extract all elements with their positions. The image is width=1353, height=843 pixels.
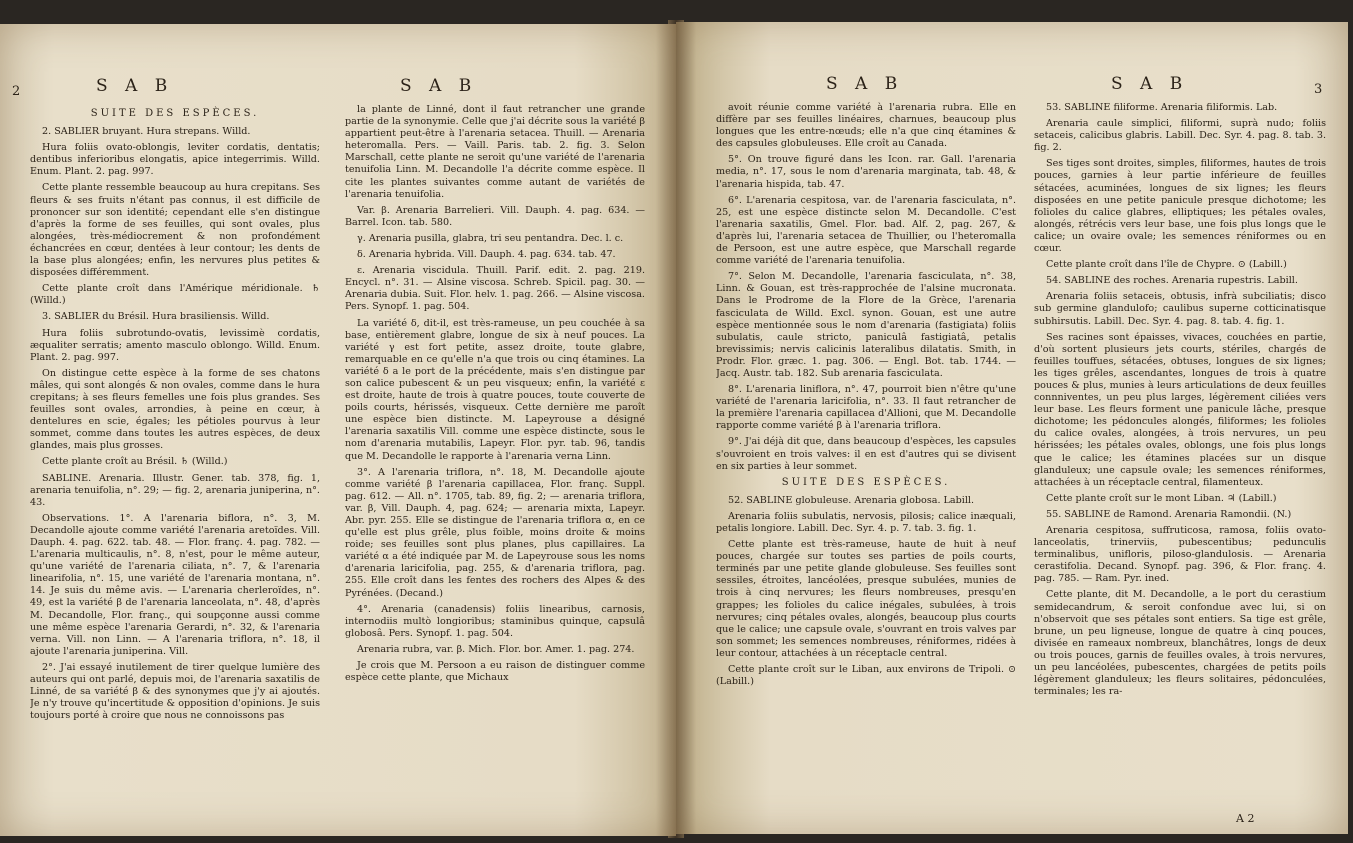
left-column-1: [30, 104, 320, 836]
running-head-left: S A B: [96, 76, 174, 96]
paragraph: Cette plante croît dans l'île de Chypre. ⊙ (Labill.): [1046, 259, 1287, 271]
paragraph: Hura foliis subrotundo-ovatis, levissimè cordatis, æqualiter serratis; amento masculo oblongo. Willd. Enum. Plant. 2. pag. 997.: [30, 327, 320, 363]
paragraph: 5°. On trouve figuré dans les Icon. rar. Gall. l'arenaria media, n°. 17, sous le nom d'arenaria marginata, tab. 48, & l'arenaria hispida, tab. 47.: [716, 154, 1016, 190]
paragraph: avoit réunie comme variété à l'arenaria rubra. Elle en diffère par ses feuilles linéaires, charnues, beaucoup plus longues que les entre-nœuds; elle n'a que cinq étamines & des capsules globuleuses. Elle croît au Canada.: [716, 102, 1016, 150]
paragraph: Cette plante croît au Brésil. ♄ (Willd.): [42, 456, 228, 468]
left-page: [0, 24, 676, 836]
page-number: 3: [1314, 82, 1323, 97]
paragraph: Ses tiges sont droites, simples, filiformes, hautes de trois pouces, garnies à leur partie inférieure de feuilles sétacées, acuminées, longues de six lignes; les fleurs disposées en une petite panicule presque dichotome; les folioles du calice glabres, elliptiques; les pétales ovales, alongés, rétrécis vers leur base, une fois plus longs que le calice; un ovaire ovale; les semences réniformes ou en cœur.: [1034, 158, 1326, 255]
paragraph: Cette plante, dit M. Decandolle, a le port du cerastium semidecandrum, & seroit confondue avec lui, si on n'observoit que ses pétales sont entiers. Sa tige est grêle, brune, un peu ligneuse, longue de quatre à cinq pouces, divisée en rameaux nombreux, blanchâtres, longs de deux ou trois pouces, garnis de feuilles ovales, à trois nervures, un peu lancéolées, pubescentes, chargées de petits poils légèrement glanduleux; les fleurs solitaires, pédonculées, terminales; les ra-: [1034, 589, 1326, 698]
paragraph: Arenaria foliis subulatis, nervosis, pilosis; calice inæquali, petalis longiore. Labill. Dec. Syr. 4. p. 7. tab. 3. fig. 1.: [716, 510, 1016, 534]
paragraph: 54. SABLINE des roches. Arenaria rupestris. Labill.: [1046, 275, 1298, 287]
paragraph: 4°. Arenaria (canadensis) foliis linearibus, carnosis, internodiis multò longioribus; staminibus quinque, capsulâ globosâ. Pers. Synopf. 1. pag. 504.: [345, 603, 645, 639]
right-column-2: [1034, 102, 1326, 834]
paragraph: 3°. A l'arenaria triflora, n°. 18, M. Decandolle ajoute comme variété β l'arenaria capillacea, Flor. franç. Suppl. pag. 612. — All. n°. 1705, tab. 89, fig. 2; — arenaria triflora, var. β, Vill. Dauph. 4, pag. 624; — arenaria mixta, Lapeyr. Abr. pyr. 255. Elle se distingue de l'arenaria triflora α, en ce qu'elle est plus grêle, plus foible, moins droite & moins roide; ses feuilles sont plus planes, plus capillaires. La variété α a été indiquée par M. de Lapeyrouse sous les noms d'arenaria laricifolia, pag. 255, & d'arenaria triflora, pag. 255. Elle croît dans les fentes des rochers des Alpes & des Pyrénées. (Decand.): [345, 466, 645, 599]
signature-mark: A 2: [1236, 812, 1255, 825]
paragraph: Var. β. Arenaria Barrelieri. Vill. Dauph. 4. pag. 634. — Barrel. Icon. tab. 580.: [345, 204, 645, 228]
paragraph: Cette plante ressemble beaucoup au hura crepitans. Ses fleurs & ses fruits n'étant pas connus, il est difficile de prononcer sur son identité; cependant elle s'en distingue d'après la forme de ses feuilles, qui sont ovales, plus alongées, très-médiocrement & non profondément échancrées en cœur, dentées à leur contour; les dents de la base plus alongées; enfin, les nervures plus petites & disposées différemment.: [30, 182, 320, 279]
section-heading: SUITE DES ESPÈCES.: [90, 108, 260, 119]
paragraph: 3. SABLIER du Brésil. Hura brasiliensis. Willd.: [42, 311, 270, 323]
left-column-2: [345, 104, 645, 836]
running-head-left: S A B: [826, 74, 904, 94]
paragraph: Hura foliis ovato-oblongis, leviter cordatis, dentatis; dentibus inferioribus elongatis, apice integerrimis. Willd. Enum. Plant. 2. pag. 997.: [30, 142, 320, 178]
paragraph: Arenaria caule simplici, filiformi, suprà nudo; foliis setaceis, calicibus glabris. Labill. Dec. Syr. 4. pag. 8. tab. 3. fig. 2.: [1034, 118, 1326, 154]
paragraph: ε. Arenaria viscidula. Thuill. Parif. edit. 2. pag. 219. Encycl. n°. 31. — Alsine viscosa. Schreb. Spicil. pag. 30. — Arenaria dubia. Suit. Flor. helv. 1. pag. 266. — Alsine viscosa. Pers. Synopf. 1. pag. 504.: [345, 265, 645, 313]
paragraph: SABLINE. Arenaria. Illustr. Gener. tab. 378, fig. 1, arenaria tenuifolia, n°. 29; — fig. 2, arenaria juniperina, n°. 43.: [30, 472, 320, 508]
right-page: [676, 22, 1348, 834]
paragraph: Observations. 1°. A l'arenaria biflora, n°. 3, M. Decandolle ajoute comme variété l'arenaria aretoïdes. Vill. Dauph. 4. pag. 622. tab. 48. — Flor. franç. 4. pag. 782. — L'arenaria multicaulis, n°. 8, n'est, pour le même auteur, qu'une variété de l'arenaria ciliata, n°. 7, & l'arenaria linearifolia, n°. 15, une variété de l'arenaria montana, n°. 14. Je suis du même avis. — L'arenaria cherleroïdes, n°. 49, est la variété β de l'arenaria lanceolata, n°. 48, d'après M. Decandolle, Flor. franç., qui soupçonne aussi comme une même espèce l'arenaria Gerardi, n°. 32, & l'arenaria verna. Vill. non Linn. — A l'arenaria triflora, n°. 18, il ajoute l'arenaria juniperina. Vill.: [30, 512, 320, 657]
section-heading: SUITE DES ESPÈCES.: [781, 476, 951, 488]
paragraph: 52. SABLINE globuleuse. Arenaria globosa. Labill.: [728, 494, 975, 506]
paragraph: Cette plante croît sur le Liban, aux environs de Tripoli. ⊙ (Labill.): [716, 664, 1016, 688]
paragraph: 8°. L'arenaria liniflora, n°. 47, pourroit bien n'être qu'une variété de l'arenaria laricifolia, n°. 33. Il faut retrancher de la première l'arenaria capillacea d'Allioni, que M. Decandolle rapporte comme variété β à l'arenaria triflora.: [716, 384, 1016, 432]
right-column-1: [716, 102, 1016, 834]
paragraph: 9°. J'ai déjà dit que, dans beaucoup d'espèces, les capsules s'ouvroient en trois valves: il en est d'autres qui se divisent en six parties à leur sommet.: [716, 436, 1016, 472]
paragraph: Arenaria rubra, var. β. Mich. Flor. bor. Amer. 1. pag. 274.: [357, 643, 635, 655]
paragraph: La variété δ, dit-il, est très-rameuse, un peu couchée à sa base, entièrement glabre, longue de six à neuf pouces. La variété γ est fort petite, assez droite, toute glabre, remarquable en ce qu'elle n'a que trois ou cinq étamines. La variété δ a le port de la précédente, mais s'en distingue par son calice pubescent & un peu visqueux; enfin, la variété ε est droite, haute de trois à quatre pouces, toute couverte de poils courts, hérissés, visqueux. Cette dernière me paroît une espèce bien distincte. M. Lapeyrouse a désigné l'arenaria saxatilis Vill. comme une espèce distincte, sous le nom d'arenaria mutabilis, Lapeyr. Flor. pyr. tab. 96, tandis que M. Decandolle le rapporte à l'arenaria verna Linn.: [345, 317, 645, 462]
paragraph: Arenaria cespitosa, suffruticosa, ramosa, foliis ovato-lanceolatis, trinerviis, pubescentibus; pedunculis terminalibus, unifloris, piloso-glandulosis. — Arenaria cerastifolia. Decand. Synopf. pag. 396, & Flor. franç. 4. pag. 785. — Ram. Pyr. ined.: [1034, 525, 1326, 585]
paragraph: Ses racines sont épaisses, vivaces, couchées en partie, d'où sortent plusieurs jets courts, stériles, chargés de feuilles touffues, sétacées, obtuses, longues de six lignes; les tiges grêles, ascendantes, longues de trois à quatre pouces & plus, munies à leurs articulations de deux feuilles connniventes, un peu plus larges, légèrement ciliées vers leur base. Les fleurs forment une panicule lâche, presque dichotome; les pédoncules alongés, filiformes; les folioles du calice ovales, alongées, à trois nervures, un peu hérissées; les pétales ovales, oblongs, une fois plus longs que le calice; les étamines placées sur un disque glanduleux; une capsule ovale; les semences réniformes, attachées à un réceptacle central, filamenteux.: [1034, 331, 1326, 488]
paragraph: Cette plante est très-rameuse, haute de huit à neuf pouces, chargée sur toutes ses parties de poils courts, terminés par une petite glande globuleuse. Ses feuilles sont sessiles, étroites, lancéolées, presque subulées, munies de trois à cinq nervures; les fleurs nombreuses, presqu'en grappes; les folioles du calice inégales, subulées, à trois nervures; cinq pétales ovales, alongés, beaucoup plus courts que le calice; une capsule ovale, s'ouvrant en trois valves par son sommet; les semences nombreuses, réniformes, ridées à leur contour, attachées à un réceptacle central.: [716, 539, 1016, 659]
paragraph: Arenaria foliis setaceis, obtusis, infrà subciliatis; disco sub germine glandulofo; caulibus superne cotticinatisque subhirsutis. Labill. Dec. Syr. 4. pag. 8. tab. 4. fig. 1.: [1034, 291, 1326, 327]
paragraph: Cette plante croît dans l'Amérique méridionale. ♄ (Willd.): [30, 283, 320, 307]
paragraph: 2°. J'ai essayé inutilement de tirer quelque lumière des auteurs qui ont parlé, depuis moi, de l'arenaria saxatilis de Linné, de sa variété β & des synonymes que j'y ai ajoutés. Je n'y trouve qu'incertitude & opposition d'opinions. Je suis toujours porté à croire que nous ne connoissons pas: [30, 661, 320, 722]
paragraph: Cette plante croît sur le mont Liban. ♃ (Labill.): [1046, 492, 1277, 504]
paragraph: 53. SABLINE filiforme. Arenaria filiformis. Lab.: [1046, 102, 1278, 113]
page-number: 2: [12, 84, 21, 99]
paragraph: 55. SABLINE de Ramond. Arenaria Ramondii. (N.): [1046, 508, 1292, 520]
paragraph: la plante de Linné, dont il faut retrancher une grande partie de la synonymie. Celle que j'ai décrite sous la variété β appartient peut-être à l'arenaria setacea. Thuill. — Arenaria heteromalla. Pers. — Vaill. Paris. tab. 2. fig. 3. Selon Marschall, cette plante ne seroit qu'une variété de l'arenaria tenuifolia Linn. M. Decandolle l'a décrite comme espèce. Il cite les plantes suivantes comme autant de variétés de l'arenaria tenuifolia.: [345, 104, 645, 200]
paragraph: δ. Arenaria hybrida. Vill. Dauph. 4. pag. 634. tab. 47.: [357, 249, 616, 261]
paragraph: On distingue cette espèce à la forme de ses chatons mâles, qui sont alongés & non ovales, comme dans le hura crepitans; à ses fleurs femelles une fois plus grandes. Ses feuilles sont ovales, arrondies, à peine en cœur, à dentelures en scie, égales; les pétioles pourvus à leur sommet, comme dans toutes les autres espèces, de deux glandes, mais plus grosses.: [30, 367, 320, 452]
paragraph: γ. Arenaria pusilla, glabra, tri seu pentandra. Dec. l. c.: [357, 232, 624, 244]
running-head-right: S A B: [1111, 74, 1189, 94]
paragraph: 6°. L'arenaria cespitosa, var. de l'arenaria fasciculata, n°. 25, est une espèce distincte selon M. Decandolle. C'est l'arenaria saxatilis, Gmel. Flor. bad. Alf. 2, pag. 267, & d'après lui, l'arenaria setacea de Thuillier, ou l'heteromalla de Persoon, est une autre espèce, que Marschall regarde comme variété de l'arenaria tenuifolia.: [716, 194, 1016, 267]
paragraph: 7°. Selon M. Decandolle, l'arenaria fasciculata, n°. 38, Linn. & Gouan, est très-rapprochée de l'alsine mucronata. Dans le Prodrome de la Flore de la Grèce, l'arenaria fasciculata de Willd. Excl. synon. Gouan, est une autre espèce mentionnée sous le nom d'arenaria (fastigiata) foliis subulatis, caule stricto, paniculâ fastigiatâ, petalis brevissimis; nervis calicinis lateralibus dilatatis. Smith, in Prodr. Flor. græc. 1. pag. 306. — Engl. Bot. tab. 1744. — Jacq. Austr. tab. 182. Sub arenaria fasciculata.: [716, 271, 1016, 379]
paragraph: 2. SABLIER bruyant. Hura strepans. Willd.: [42, 126, 251, 138]
running-head-right: S A B: [400, 76, 478, 96]
paragraph: Je crois que M. Persoon a eu raison de distinguer comme espèce cette plante, que Michaux: [345, 660, 645, 684]
